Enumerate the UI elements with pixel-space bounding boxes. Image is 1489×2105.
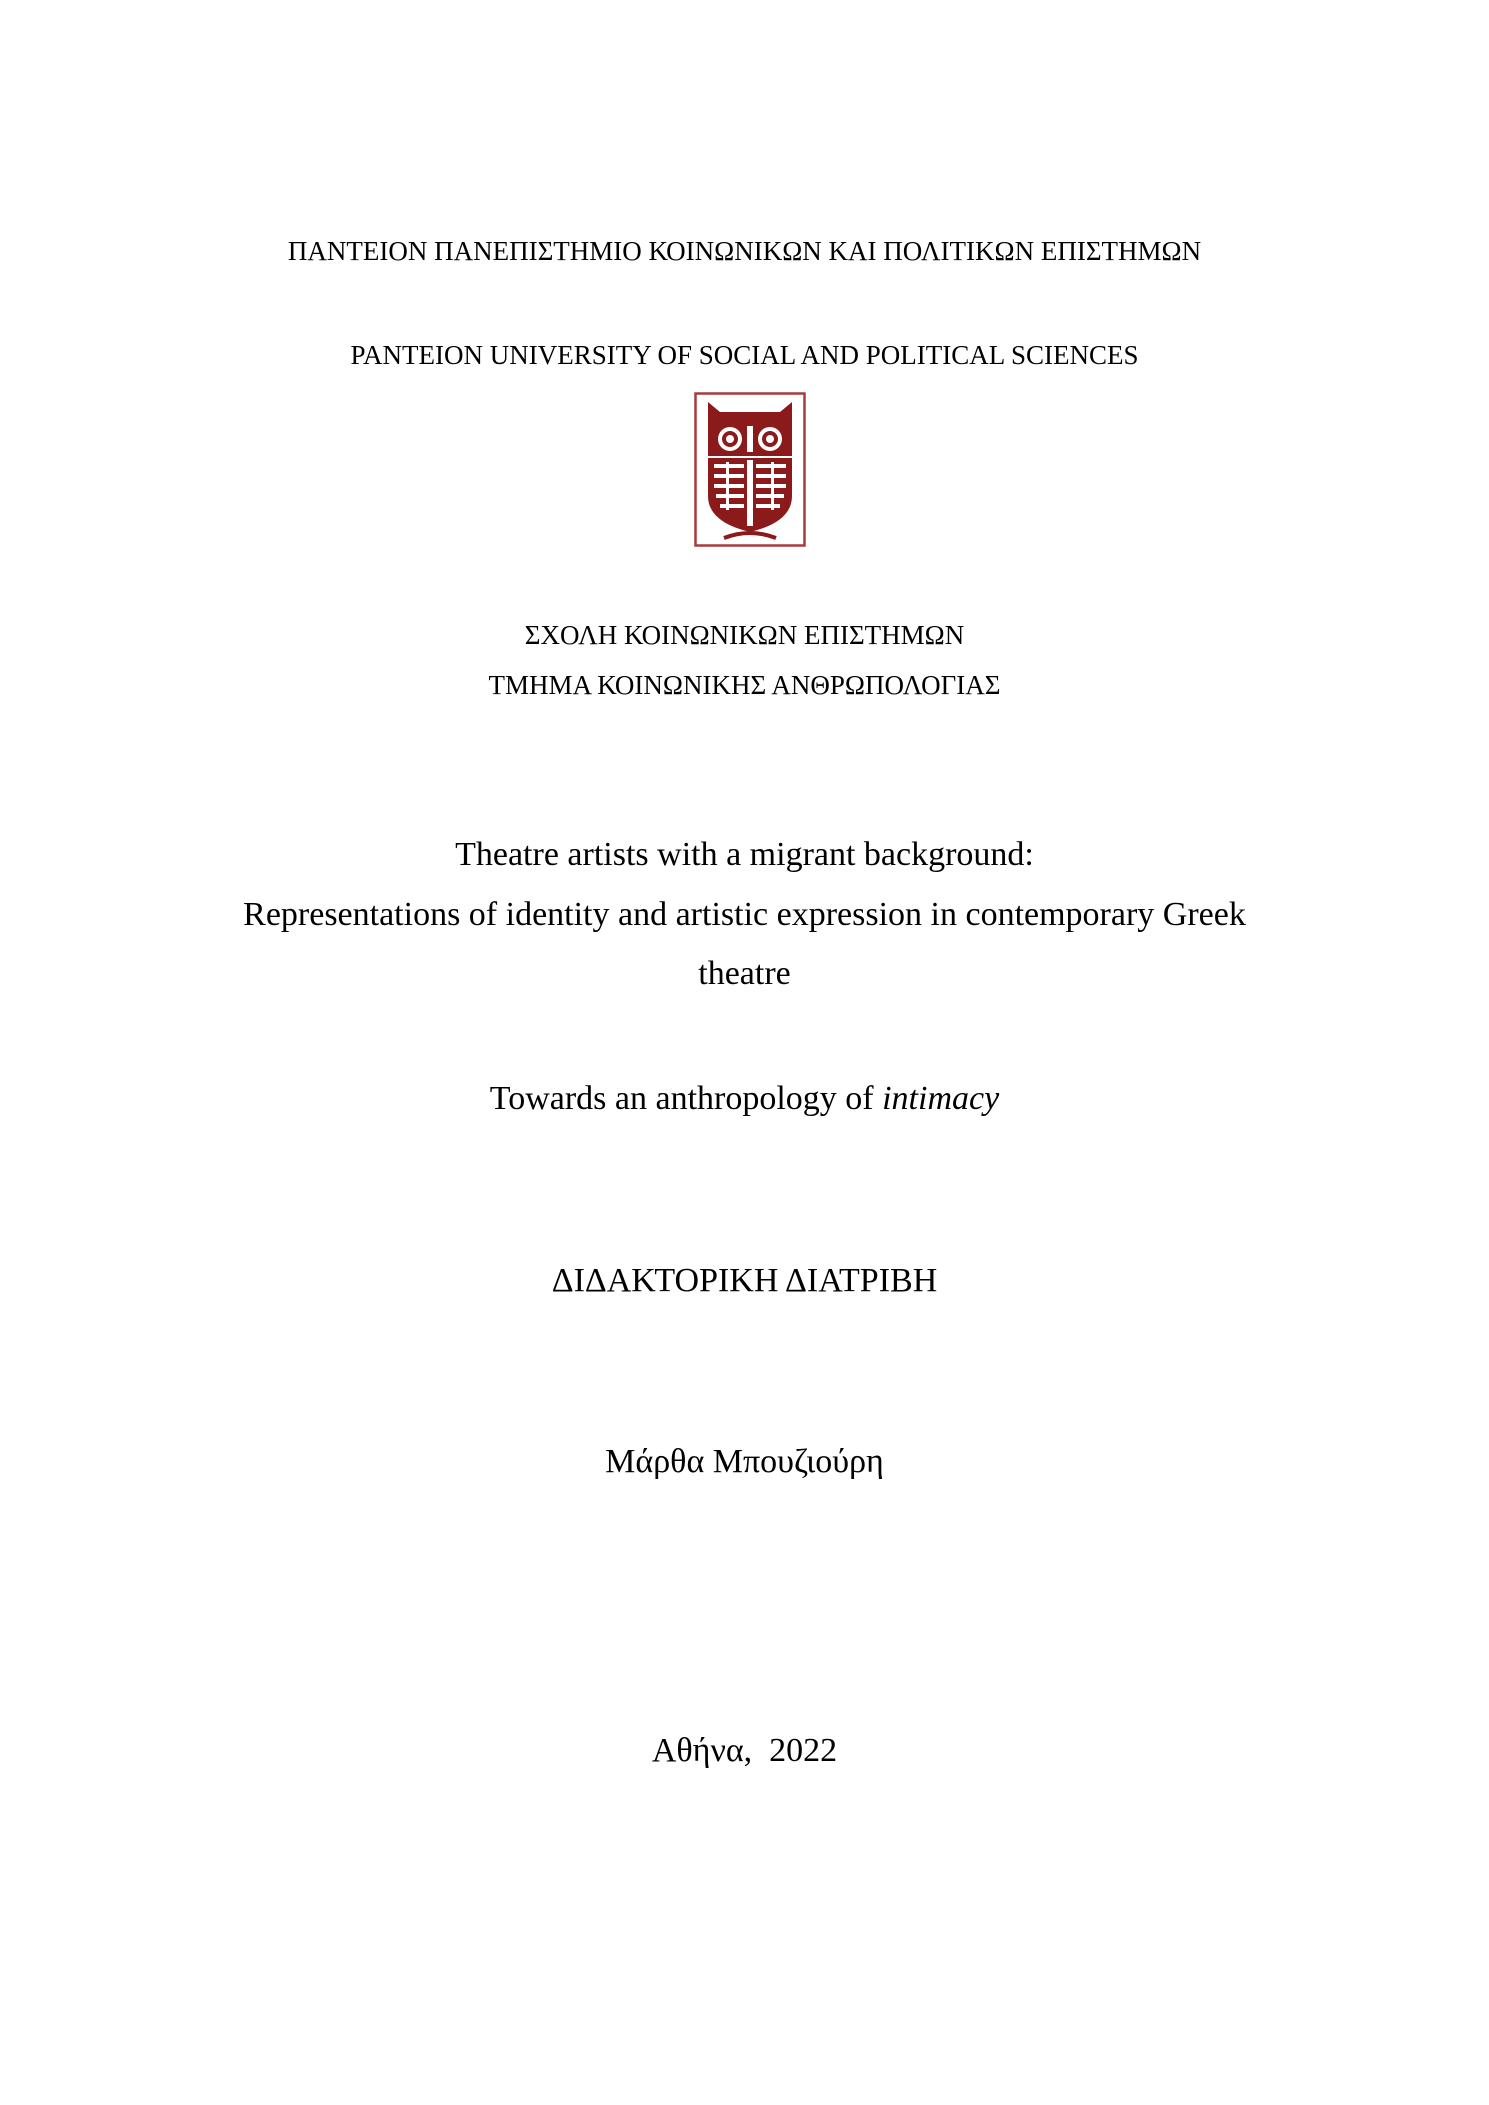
thesis-title-line-3: theatre bbox=[698, 955, 791, 992]
thesis-subtitle-prefix: Towards an anthropology of bbox=[489, 1080, 883, 1117]
university-name-greek: ΠΑΝΤΕΙΟΝ ΠΑΝΕΠΙΣΤΗΜΙΟ ΚΟΙΝΩΝΙΚΩΝ ΚΑΙ ΠΟΛΙΤΙΚΩΝ ΕΠΙΣΤΗΜΩΝ bbox=[287, 236, 1202, 266]
author-name: Μάρθα Μπουζιούρη bbox=[605, 1443, 884, 1480]
thesis-subtitle bbox=[0, 1080, 1489, 1118]
thesis-title-line-1: Theatre artists with a migrant background: bbox=[455, 836, 1034, 873]
place-and-date: Αθήνα, 2022 bbox=[651, 1732, 838, 1769]
university-crest-icon bbox=[694, 392, 806, 547]
thesis-title-line-2: Representations of identity and artistic expression in contemporary Greek bbox=[243, 896, 1246, 933]
document-type: ΔΙΔΑΚΤΟΡΙΚΗ ΔΙΑΤΡΙΒΗ bbox=[551, 1262, 938, 1299]
university-name-english: PANTEION UNIVERSITY OF SOCIAL AND POLITICAL SCIENCES bbox=[350, 340, 1139, 370]
thesis-subtitle-emphasis: intimacy bbox=[882, 1080, 1000, 1117]
department-name: ΤΜΗΜΑ ΚΟΙΝΩΝΙΚΗΣ ΑΝΘΡΩΠΟΛΟΓΙΑΣ bbox=[488, 670, 1001, 700]
school-name: ΣΧΟΛΗ ΚΟΙΝΩΝΙΚΩΝ ΕΠΙΣΤΗΜΩΝ bbox=[524, 620, 965, 650]
